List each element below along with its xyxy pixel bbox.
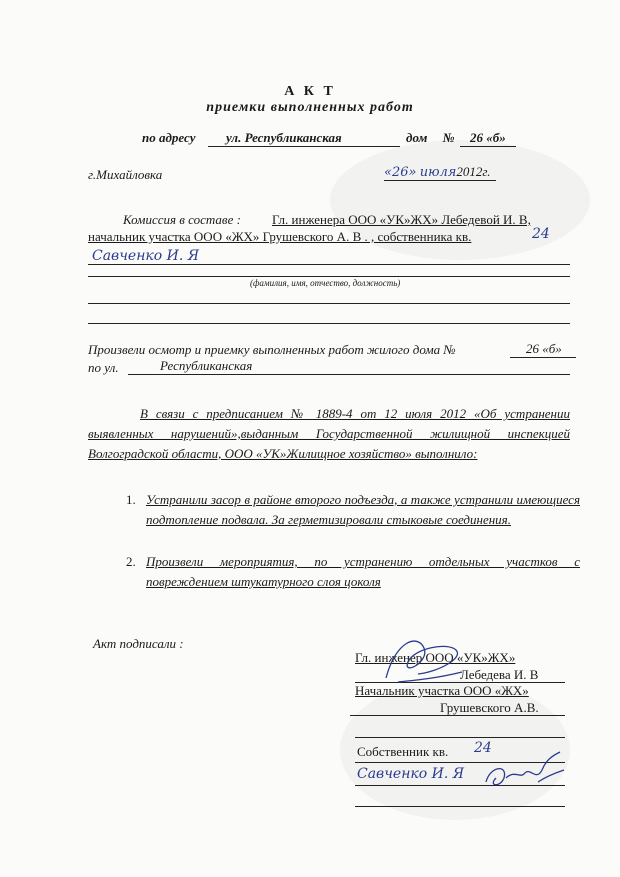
owner-signature-line	[355, 785, 565, 786]
date	[384, 164, 491, 180]
city: г.Михайловка	[88, 167, 163, 182]
commission-fill-line-3	[88, 303, 570, 304]
commission-fill-line-1	[88, 264, 570, 265]
chief-engineer-signature	[378, 632, 468, 690]
chief-engineer-title: Гл. инженер ООО «УК»ЖХ»	[355, 650, 516, 665]
commission-fill-line-4	[88, 323, 570, 324]
section-head-signature-line	[350, 715, 565, 716]
commission-label: Комиссия в составе :	[123, 212, 241, 227]
signed-by-label: Акт подписали :	[93, 636, 184, 651]
date-day: «26»	[384, 165, 417, 180]
owner-signature	[480, 748, 570, 798]
section-head-title: Начальник участка ООО «ЖХ»	[355, 683, 529, 698]
commission-fill-line-2	[88, 276, 570, 277]
owner-apartment: 24	[474, 740, 492, 756]
inspection-street: Республиканская	[160, 358, 253, 373]
work-item-1-text: Устранили засор в районе второго подъезда, а также устранили имеющиеся подтопление подвала. За герметизировали стыковые соединения.	[146, 492, 580, 527]
chief-engineer-name: Лебедева И. В	[460, 667, 539, 682]
document-subtitle: приемки выполненных работ	[206, 100, 414, 115]
commission-apartment: 24	[532, 226, 550, 242]
section-head-name: Грушевского А.В.	[440, 700, 539, 715]
commission-line1: Гл. инженера ООО «УК»ЖХ» Лебедевой И. В,	[272, 212, 531, 227]
date-year: 2012г.	[456, 164, 491, 179]
work-item-2-text: Произвели мероприятия, по устранению отдельных участков с повреждением штукатурного слоя цоколя	[146, 554, 580, 589]
inspection-street-underline	[128, 374, 570, 375]
commission-owner-handwritten: Савченко И. Я	[92, 248, 200, 264]
address-street: ул. Республиканская	[226, 130, 342, 145]
owner-top-line	[355, 737, 565, 738]
date-underline	[384, 180, 496, 181]
date-month: июля	[419, 165, 457, 180]
work-item-2-number: 2.	[126, 554, 136, 569]
house-underline	[460, 146, 516, 147]
house-number: 26 «б»	[470, 130, 506, 145]
work-item-1-number: 1.	[126, 492, 136, 507]
inspection-house-underline	[510, 357, 576, 358]
basis-paragraph: В связи с предписанием № 1889-4 от 12 июля 2012 «Об устранении выявленных нарушений»,выданным Государственной жилищной инспекцией Волгоградской области, ООО «УК»Жилищное хозяйство» выполнило:	[88, 406, 570, 461]
commission-caption: (фамилия, имя, отчество, должность)	[250, 278, 401, 288]
inspection-house-number: 26 «б»	[526, 341, 562, 356]
inspection-line1: Произвели осмотр и приемку выполненных работ жилого дома №	[88, 342, 456, 357]
street-underline	[208, 146, 400, 147]
address-prefix: по адресу	[142, 130, 196, 145]
document-title: А К Т	[284, 84, 336, 99]
commission-line2: начальник участка ООО «ЖХ» Грушевского А. В . , собственника кв.	[88, 229, 472, 244]
house-label: дом №	[406, 130, 455, 145]
owner-bottom-line	[355, 806, 565, 807]
owner-label: Собственник кв.	[357, 744, 449, 759]
inspection-street-prefix: по ул.	[88, 360, 119, 375]
owner-name-handwritten: Савченко И. Я	[357, 766, 465, 782]
